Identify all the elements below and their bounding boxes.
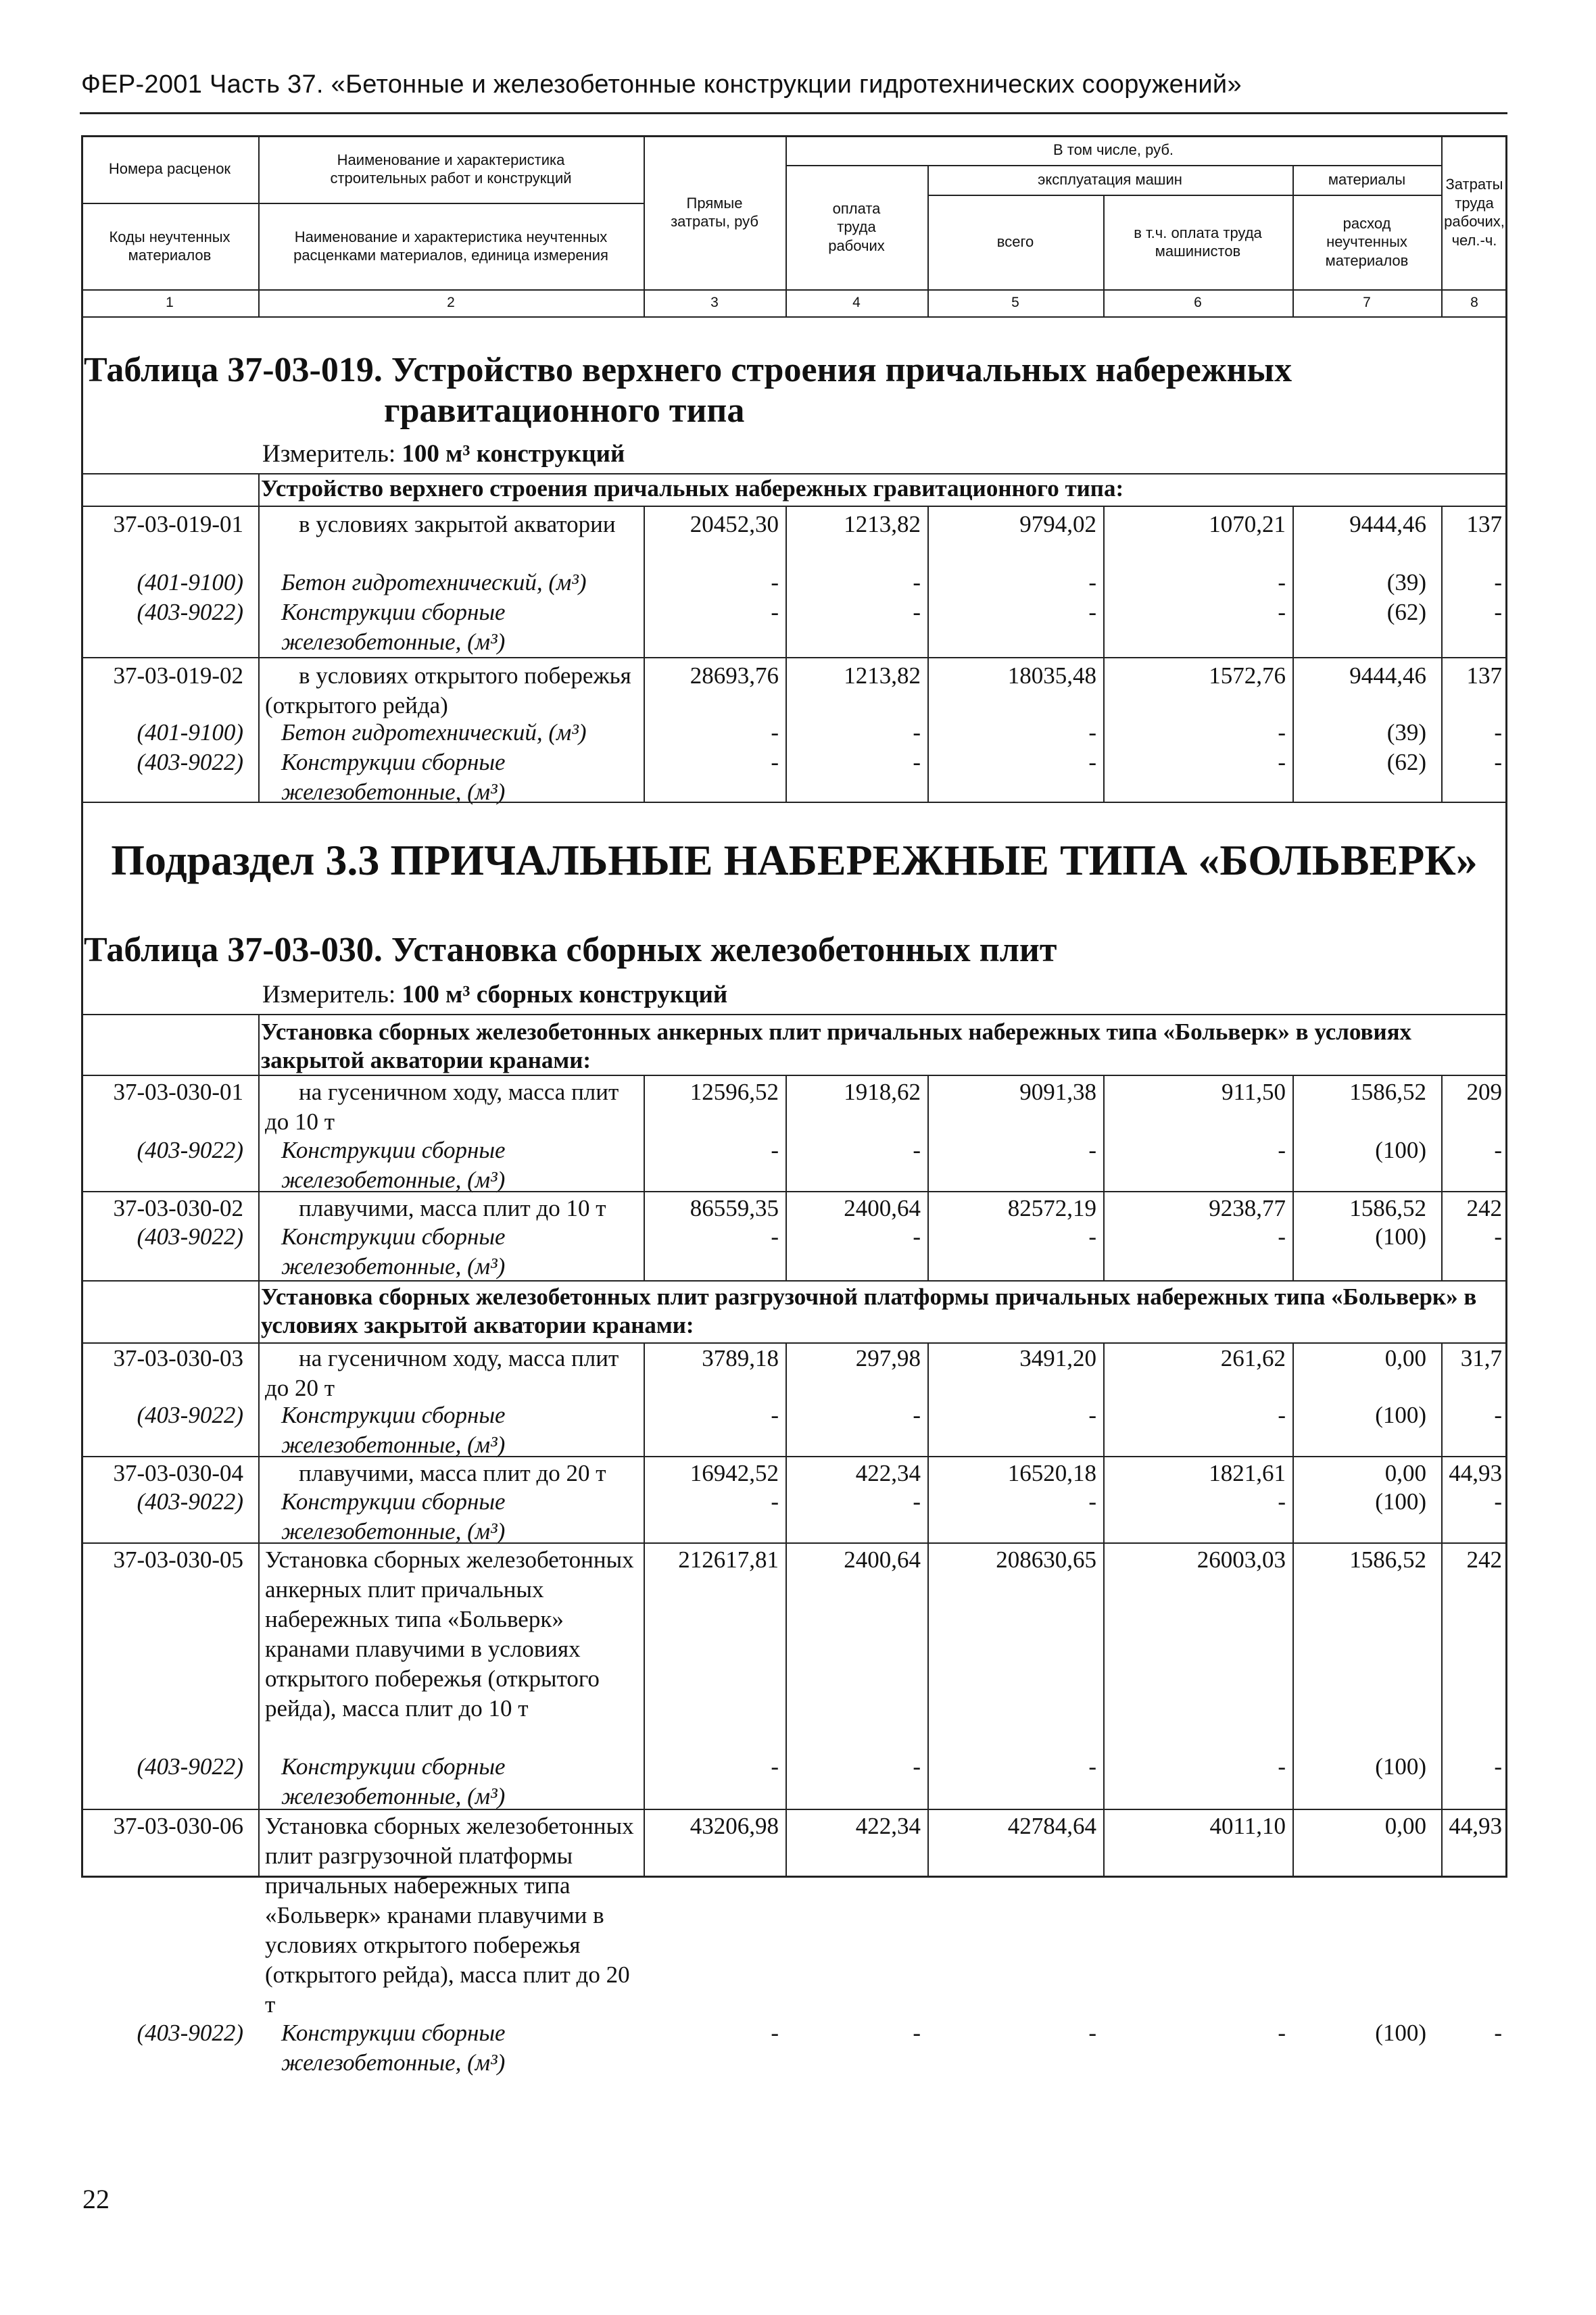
row-direct-cost: -: [771, 599, 779, 625]
row-materials: (62): [1386, 599, 1426, 625]
row-machinist-pay: -: [1278, 1753, 1286, 1780]
row-materials: (100): [1375, 1402, 1426, 1428]
col2-subtitle: Наименование и характеристика неучтенных расценками материалов, единица измерения: [293, 228, 608, 264]
row-name: в условиях закрытой акватории: [299, 511, 616, 537]
row-machine-total: -: [1088, 1753, 1096, 1780]
row-code: 37-03-030-03: [113, 1345, 243, 1371]
row-machinist-pay: 1070,21: [1209, 511, 1286, 537]
row-materials: (100): [1375, 1137, 1426, 1163]
row-labor-pay: -: [913, 2020, 921, 2046]
row-materials: (39): [1386, 719, 1426, 746]
row-labor-pay: -: [913, 719, 921, 746]
col4-title: оплата труда рабочих: [828, 199, 885, 254]
colnum-4: 4: [852, 294, 861, 310]
row-labor-pay: -: [913, 599, 921, 625]
colnum-1: 1: [166, 294, 174, 310]
row-labor-pay: 1918,62: [844, 1079, 921, 1105]
table30-title: Таблица 37-03-030. Установка сборных железобетонных плит: [84, 931, 1057, 969]
row-materials: 0,00: [1384, 1460, 1426, 1486]
row-name: на гусеничном ходу, масса плит до 20 т: [265, 1345, 619, 1401]
colnum-2: 2: [447, 294, 455, 310]
row-direct-cost: -: [771, 569, 779, 595]
row-labor-hours: 31,7: [1460, 1345, 1502, 1371]
row-name: Установка сборных железобетонных плит разгрузочной платформы причальных набережных типа «Больверк» кранами плавучими в условиях открытого побережья (открытого рейда), масса плит до 20 т: [265, 1813, 634, 2018]
row-code: (403-9022): [137, 1137, 243, 1163]
row-name: Конструкции сборные железобетонные, (м³): [281, 1223, 506, 1280]
exp-title: эксплуатация машин: [1038, 171, 1182, 189]
row-name: Конструкции сборные железобетонные, (м³): [281, 1488, 506, 1544]
colnum-3: 3: [710, 294, 719, 310]
page-number: 22: [82, 2184, 110, 2214]
row-labor-hours: 242: [1466, 1195, 1502, 1221]
row-materials: 9444,46: [1349, 662, 1426, 689]
row-machinist-pay: 4011,10: [1209, 1813, 1286, 1839]
row-direct-cost: -: [771, 1402, 779, 1428]
table30-group2-heading: Установка сборных железобетонных плит разгрузочной платформы причальных набережных типа «Больверк» в условиях закрытой акватории кранами:: [261, 1284, 1477, 1338]
row-materials: (100): [1375, 1488, 1426, 1515]
row-labor-hours: -: [1494, 1402, 1502, 1428]
row-direct-cost: 43206,98: [690, 1813, 779, 1839]
row-machine-total: -: [1088, 569, 1096, 595]
col7-title: расход неучтенных материалов: [1325, 214, 1409, 269]
col5-title: всего: [996, 233, 1034, 251]
row-materials: (62): [1386, 749, 1426, 775]
colnum-5: 5: [1011, 294, 1019, 310]
row-labor-hours: 137: [1466, 662, 1502, 689]
row-labor-pay: 2400,64: [844, 1546, 921, 1573]
row-name: Установка сборных железобетонных анкерных плит причальных набережных типа «Больверк» кранами плавучими в условиях открытого побережья (открытого рейда), масса плит до 10 т: [265, 1546, 634, 1722]
row-machinist-pay: -: [1278, 1223, 1286, 1250]
row-code: 37-03-030-04: [113, 1460, 243, 1486]
row-materials: (100): [1375, 1753, 1426, 1780]
row-name: Конструкции сборные железобетонные, (м³): [281, 2020, 506, 2076]
row-machine-total: -: [1088, 1137, 1096, 1163]
row-name: на гусеничном ходу, масса плит до 10 т: [265, 1079, 619, 1135]
row-name: Конструкции сборные железобетонные, (м³): [281, 1753, 506, 1809]
row-code: (403-9022): [137, 1223, 243, 1250]
row-direct-cost: 12596,52: [690, 1079, 779, 1105]
row-direct-cost: -: [771, 749, 779, 775]
row-direct-cost: 3789,18: [702, 1345, 779, 1371]
row-materials: 0,00: [1384, 1813, 1426, 1839]
row-materials: (39): [1386, 569, 1426, 595]
row-code: (403-9022): [137, 1753, 243, 1780]
row-machine-total: 9091,38: [1019, 1079, 1096, 1105]
row-name: плавучими, масса плит до 20 т: [299, 1460, 606, 1486]
row-direct-cost: -: [771, 719, 779, 746]
col8-title: Затраты труда рабочих, чел.-ч.: [1444, 176, 1505, 249]
row-name: Конструкции сборные железобетонные, (м³): [281, 1402, 506, 1458]
col1-subtitle: Коды неучтенных материалов: [109, 228, 231, 264]
row-direct-cost: -: [771, 1753, 779, 1780]
row-code: (403-9022): [137, 2020, 243, 2046]
row-labor-hours: -: [1494, 1223, 1502, 1250]
row-code: 37-03-019-01: [113, 511, 243, 537]
row-name: Конструкции сборные железобетонные, (м³): [281, 1137, 506, 1193]
row-machine-total: -: [1088, 719, 1096, 746]
row-labor-hours: -: [1494, 569, 1502, 595]
col3-title: Прямые затраты, руб: [671, 194, 758, 230]
row-labor-hours: 137: [1466, 511, 1502, 537]
row-machine-total: -: [1088, 1402, 1096, 1428]
column-header: [81, 135, 1507, 318]
row-code: (403-9022): [137, 749, 243, 775]
incl-title: В том числе, руб.: [1053, 141, 1174, 159]
row-materials: 1586,52: [1349, 1195, 1426, 1221]
row-machine-total: 208630,65: [996, 1546, 1096, 1573]
header-rule: [80, 112, 1507, 114]
row-machinist-pay: -: [1278, 749, 1286, 775]
row-name: Бетон гидротехнический, (м³): [281, 719, 587, 746]
row-direct-cost: -: [771, 1223, 779, 1250]
row-machine-total: 16520,18: [1007, 1460, 1096, 1486]
row-labor-hours: -: [1494, 1488, 1502, 1515]
colnum-8: 8: [1470, 294, 1478, 310]
table19-group-heading: Устройство верхнего строения причальных набережных гравитационного типа:: [261, 475, 1124, 502]
row-labor-hours: -: [1494, 1137, 1502, 1163]
row-name: Бетон гидротехнический, (м³): [281, 569, 587, 595]
row-machinist-pay: -: [1278, 1402, 1286, 1428]
mat-title: материалы: [1328, 171, 1406, 189]
row-labor-pay: -: [913, 1223, 921, 1250]
row-labor-hours: -: [1494, 749, 1502, 775]
row-labor-pay: 422,34: [855, 1813, 921, 1839]
row-name: плавучими, масса плит до 10 т: [299, 1195, 606, 1221]
row-machinist-pay: 9238,77: [1209, 1195, 1286, 1221]
row-name: в условиях открытого побережья (открытого рейда): [265, 662, 631, 718]
row-machinist-pay: -: [1278, 1488, 1286, 1515]
row-labor-pay: -: [913, 1753, 921, 1780]
table19-title-line2: гравитационного типа: [384, 391, 745, 430]
row-materials: 9444,46: [1349, 511, 1426, 537]
row-code: 37-03-030-06: [113, 1813, 243, 1839]
row-code: (403-9022): [137, 1488, 243, 1515]
row-labor-pay: -: [913, 1137, 921, 1163]
row-labor-pay: 2400,64: [844, 1195, 921, 1221]
row-machine-total: 42784,64: [1007, 1813, 1096, 1839]
row-machine-total: -: [1088, 1488, 1096, 1515]
row-labor-pay: 1213,82: [844, 662, 921, 689]
row-labor-hours: -: [1494, 1753, 1502, 1780]
row-labor-pay: -: [913, 1488, 921, 1515]
row-materials: 0,00: [1384, 1345, 1426, 1371]
row-machinist-pay: 911,50: [1222, 1079, 1286, 1105]
row-code: (403-9022): [137, 1402, 243, 1428]
colnum-7: 7: [1363, 294, 1371, 310]
row-machine-total: 82572,19: [1007, 1195, 1096, 1221]
table30-meter: Измеритель: 100 м³ сборных конструкций: [262, 981, 728, 1008]
row-labor-hours: -: [1494, 2020, 1502, 2046]
row-labor-hours: 242: [1466, 1546, 1502, 1573]
row-labor-pay: -: [913, 1402, 921, 1428]
row-direct-cost: 16942,52: [690, 1460, 779, 1486]
row-name: Конструкции сборные железобетонные, (м³): [281, 599, 506, 655]
row-machinist-pay: -: [1278, 599, 1286, 625]
row-name: Конструкции сборные железобетонные, (м³): [281, 749, 506, 805]
row-materials: (100): [1375, 1223, 1426, 1250]
col6-title: в т.ч. оплата труда машинистов: [1134, 224, 1262, 260]
row-direct-cost: 212617,81: [678, 1546, 779, 1573]
row-direct-cost: 86559,35: [690, 1195, 779, 1221]
row-machinist-pay: 1572,76: [1209, 662, 1286, 689]
row-code: (403-9022): [137, 599, 243, 625]
row-machinist-pay: 1821,61: [1209, 1460, 1286, 1486]
row-machinist-pay: -: [1278, 719, 1286, 746]
row-machine-total: -: [1088, 1223, 1096, 1250]
row-direct-cost: 28693,76: [690, 662, 779, 689]
row-machinist-pay: -: [1278, 2020, 1286, 2046]
col1-title: Номера расценок: [108, 160, 231, 178]
row-code: 37-03-030-02: [113, 1195, 243, 1221]
row-labor-pay: 422,34: [855, 1460, 921, 1486]
row-code: (401-9100): [137, 569, 243, 595]
row-code: 37-03-030-01: [113, 1079, 243, 1105]
table30-group1-heading: Установка сборных железобетонных анкерных плит причальных набережных типа «Больверк» в условиях закрытой акватории кранами:: [261, 1019, 1412, 1073]
row-labor-hours: -: [1494, 599, 1502, 625]
row-machine-total: 9794,02: [1019, 511, 1096, 537]
page-header: ФЕР-2001 Часть 37. «Бетонные и железобетонные конструкции гидротехнических сооружений»: [81, 70, 1242, 99]
row-labor-pay: -: [913, 569, 921, 595]
row-materials: (100): [1375, 2020, 1426, 2046]
row-labor-hours: 44,93: [1449, 1460, 1502, 1486]
row-code: 37-03-019-02: [113, 662, 243, 689]
table19-title-line1: Таблица 37-03-019. Устройство верхнего строения причальных набережных: [84, 351, 1292, 389]
row-labor-pay: 297,98: [855, 1345, 921, 1371]
row-code: 37-03-030-05: [113, 1546, 243, 1573]
row-machinist-pay: 261,62: [1220, 1345, 1286, 1371]
table19-meter: Измеритель: 100 м³ конструкций: [262, 440, 625, 468]
row-machine-total: 18035,48: [1007, 662, 1096, 689]
row-machine-total: -: [1088, 2020, 1096, 2046]
col2-title: Наименование и характеристика строительных работ и конструкций: [330, 151, 572, 187]
row-labor-hours: 209: [1466, 1079, 1502, 1105]
row-machine-total: 3491,20: [1019, 1345, 1096, 1371]
row-machine-total: -: [1088, 599, 1096, 625]
row-machine-total: -: [1088, 749, 1096, 775]
subsection-title: Подраздел 3.3 ПРИЧАЛЬНЫЕ НАБЕРЕЖНЫЕ ТИПА «БОЛЬВЕРК»: [111, 836, 1478, 884]
row-materials: 1586,52: [1349, 1079, 1426, 1105]
row-machinist-pay: -: [1278, 1137, 1286, 1163]
row-direct-cost: -: [771, 2020, 779, 2046]
row-labor-pay: -: [913, 749, 921, 775]
row-materials: 1586,52: [1349, 1546, 1426, 1573]
row-direct-cost: -: [771, 1137, 779, 1163]
row-machinist-pay: 26003,03: [1196, 1546, 1286, 1573]
row-labor-pay: 1213,82: [844, 511, 921, 537]
row-code: (401-9100): [137, 719, 243, 746]
colnum-6: 6: [1194, 294, 1202, 310]
row-labor-hours: 44,93: [1449, 1813, 1502, 1839]
row-direct-cost: 20452,30: [690, 511, 779, 537]
row-labor-hours: -: [1494, 719, 1502, 746]
row-direct-cost: -: [771, 1488, 779, 1515]
row-machinist-pay: -: [1278, 569, 1286, 595]
